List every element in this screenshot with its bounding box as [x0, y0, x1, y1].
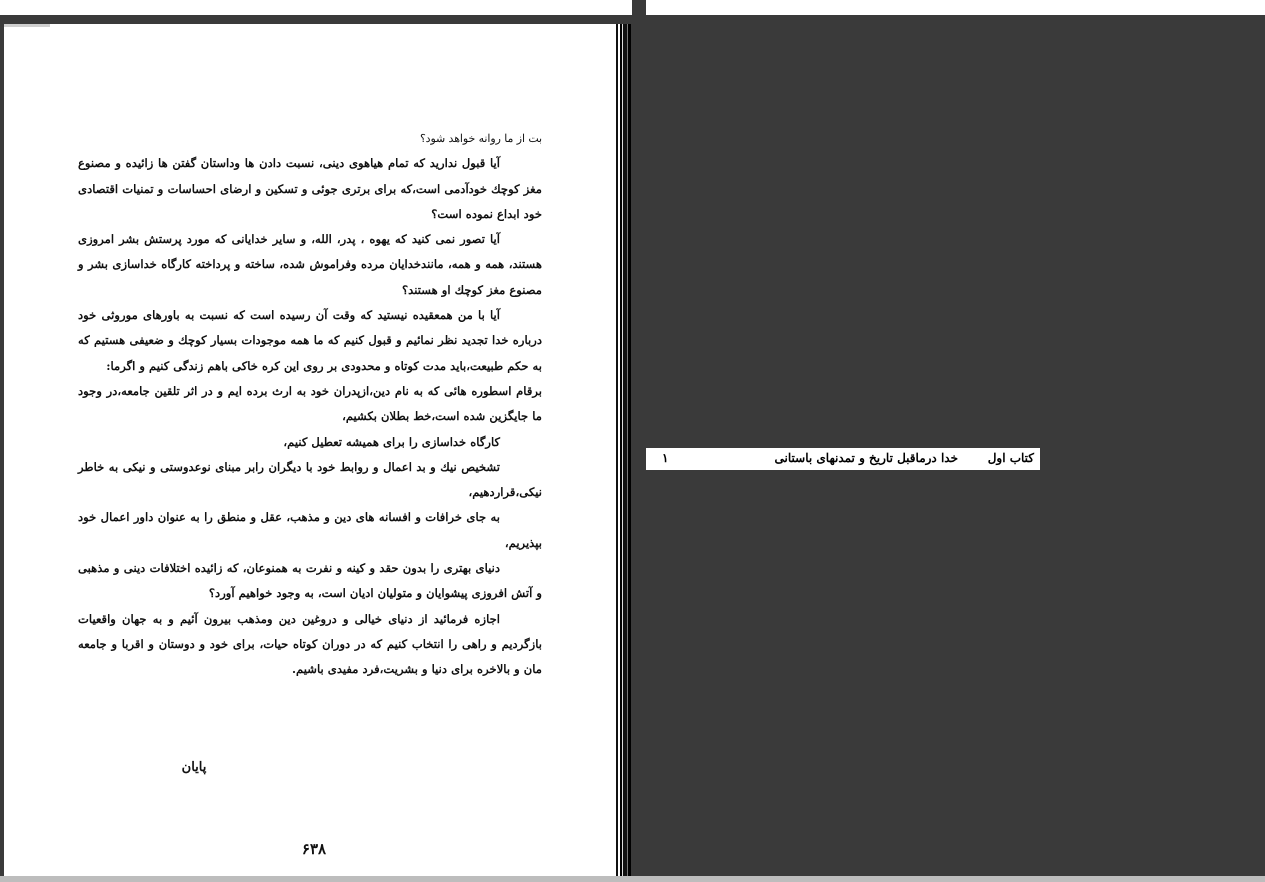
paragraph: کارگاه خداسازی را برای همیشه تعطیل کنیم،: [283, 434, 500, 449]
paragraph: به جای خرافات و افسانه های دین و مذهب، عقل و منطق را به عنوان داور اعمال خود بپذیریم،: [78, 510, 542, 550]
text-line: بت از ما روانه خواهد شود؟: [419, 132, 542, 145]
chapter-title: خدا درماقبل تاریخ و تمدنهای باستانی: [774, 451, 958, 465]
page-corner-mark: [4, 24, 50, 27]
paragraph: اجازه فرمائید از دنیای خیالی و دروغین دین ومذهب بیرون آئیم و به جهان واقعیات بازگردیم و راهی را انتخاب کنیم که در دوران کوتاه حیات، برای خود و دوستان و اقربا و جامعه مان و بالاخره برای دنیا و بشریت،فرد مفیدی باشیم.: [78, 611, 542, 677]
top-strip-left: [0, 0, 632, 15]
paragraph: آیا تصور نمی کنید که یهوه ، پدر، الله، و سایر خدایانی که مورد پرستش بشر امروزی هستند، همه و همه، مانندخدایان مرده وفراموش شده، ساخته و پرداخته کارگاه خداسازی بشر و مصنوع مغز کوچك او هستند؟: [78, 232, 542, 297]
top-strip-right: [646, 0, 1265, 15]
top-separator-bar: [0, 15, 1265, 24]
paragraph: آیا قبول ندارید که تمام هیاهوی دینی، نسبت دادن ها وداستان گفتن ها زائیده و مصنوع مغز کوچك خودآدمی است،که برای برتری جوئی و تسکین و ارضای احساسات و تمنیات اقتصادی خود ابداع نموده است؟: [78, 156, 542, 221]
bottom-bar: [0, 876, 1265, 882]
page-number: ۶۳۸: [301, 840, 327, 858]
book-label: کتاب اول: [987, 451, 1034, 465]
paragraph: دنیای بهتری را بدون حقد و کینه و نفرت به همنوعان، که زائیده اختلافات دینی و مذهبی و آتش افروزی پیشوایان و متولیان ادیان است، به وجود خواهیم آورد؟: [78, 561, 542, 601]
header-page-number: ۱: [662, 451, 669, 465]
next-page-header: [646, 448, 1040, 470]
scanned-page: [4, 24, 626, 876]
page-body-text: [78, 126, 542, 683]
paragraph: آیا با من همعقیده نیستید که وقت آن رسیده است که نسبت به باورهای موروثی خود درباره خدا تجدید نظر نمائیم و قبول کنیم که ما همه موجودات بسیار کوچك و ضعیفی هستیم که به حکم طبیعت،باید مدت کوتاه و محدودی بر روی این کره خاکی باهم زندگی کنیم و اگرما:: [78, 308, 542, 373]
end-label: پایان: [181, 760, 207, 775]
paragraph: برقام اسطوره هائی که به نام دین،ازپدران خود به ارث برده ایم و در اثر تلقین جامعه،در وجود ما جایگزین شده است،خط بطلان بکشیم،: [78, 383, 542, 424]
paragraph: تشخیص نیك و بد اعمال و روابط خود با دیگران رابر مبنای نوعدوستی و نیکی به خاطر نیکی،قراردهیم،: [78, 459, 542, 500]
book-spine-edge: [614, 24, 636, 876]
